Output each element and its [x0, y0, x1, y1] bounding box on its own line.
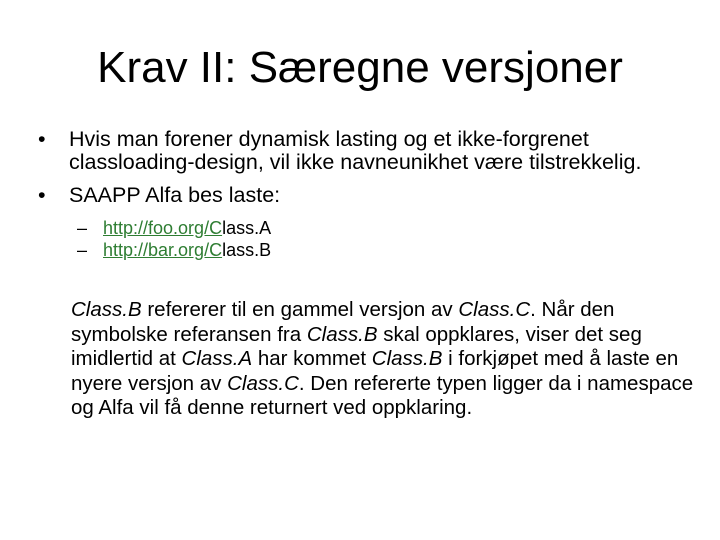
- para-text: refererer til en gammel versjon av: [141, 298, 459, 321]
- class-ref: Class.B: [371, 347, 443, 370]
- bullet-marker: •: [38, 183, 46, 207]
- class-ref: Class.B: [71, 298, 142, 321]
- sub-item-rest: lass.B: [222, 240, 272, 260]
- url-link-bar[interactable]: http://bar.org/C: [103, 240, 223, 260]
- para-text: skal oppklares, viser det seg imidlertid at: [71, 322, 642, 370]
- sub-item-rest: lass.A: [222, 218, 272, 238]
- sub-item: [77, 239, 708, 261]
- class-ref: Class.C: [458, 298, 531, 321]
- sub-marker: –: [77, 240, 88, 260]
- class-ref: Class.A: [181, 347, 253, 370]
- bullet-text: Hvis man forener dynamisk lasting og et ikke-forgrenet classloading-design, vil ikke navneunikhet være tilstrekkelig.: [69, 127, 642, 174]
- bullet-list: [38, 128, 708, 271]
- class-ref: Class.B: [306, 322, 378, 346]
- class-ref: Class.C: [227, 371, 299, 395]
- para-text: . Når den symbolske referansen fra: [71, 298, 615, 346]
- bullet-marker: •: [38, 127, 46, 151]
- para-text: har kommet: [252, 347, 372, 370]
- bullet-text: SAAPP Alfa bes laste:: [69, 183, 281, 207]
- para-text: . Den refererte typen ligger da i namespace og Alfa vil få denne returnert ved oppklaring.: [71, 371, 694, 419]
- sub-item: [77, 217, 708, 239]
- sub-list: [69, 217, 708, 261]
- bullet-item: [38, 184, 708, 261]
- url-link-foo[interactable]: http://foo.org/C: [103, 218, 223, 238]
- slide-title: Krav II: Særegne versjoner: [97, 43, 623, 92]
- explanation-paragraph: [71, 298, 701, 421]
- sub-marker: –: [77, 218, 88, 238]
- para-text: i forkjøpet med å laste en nyere versjon av: [71, 347, 679, 395]
- bullet-item: [38, 128, 708, 174]
